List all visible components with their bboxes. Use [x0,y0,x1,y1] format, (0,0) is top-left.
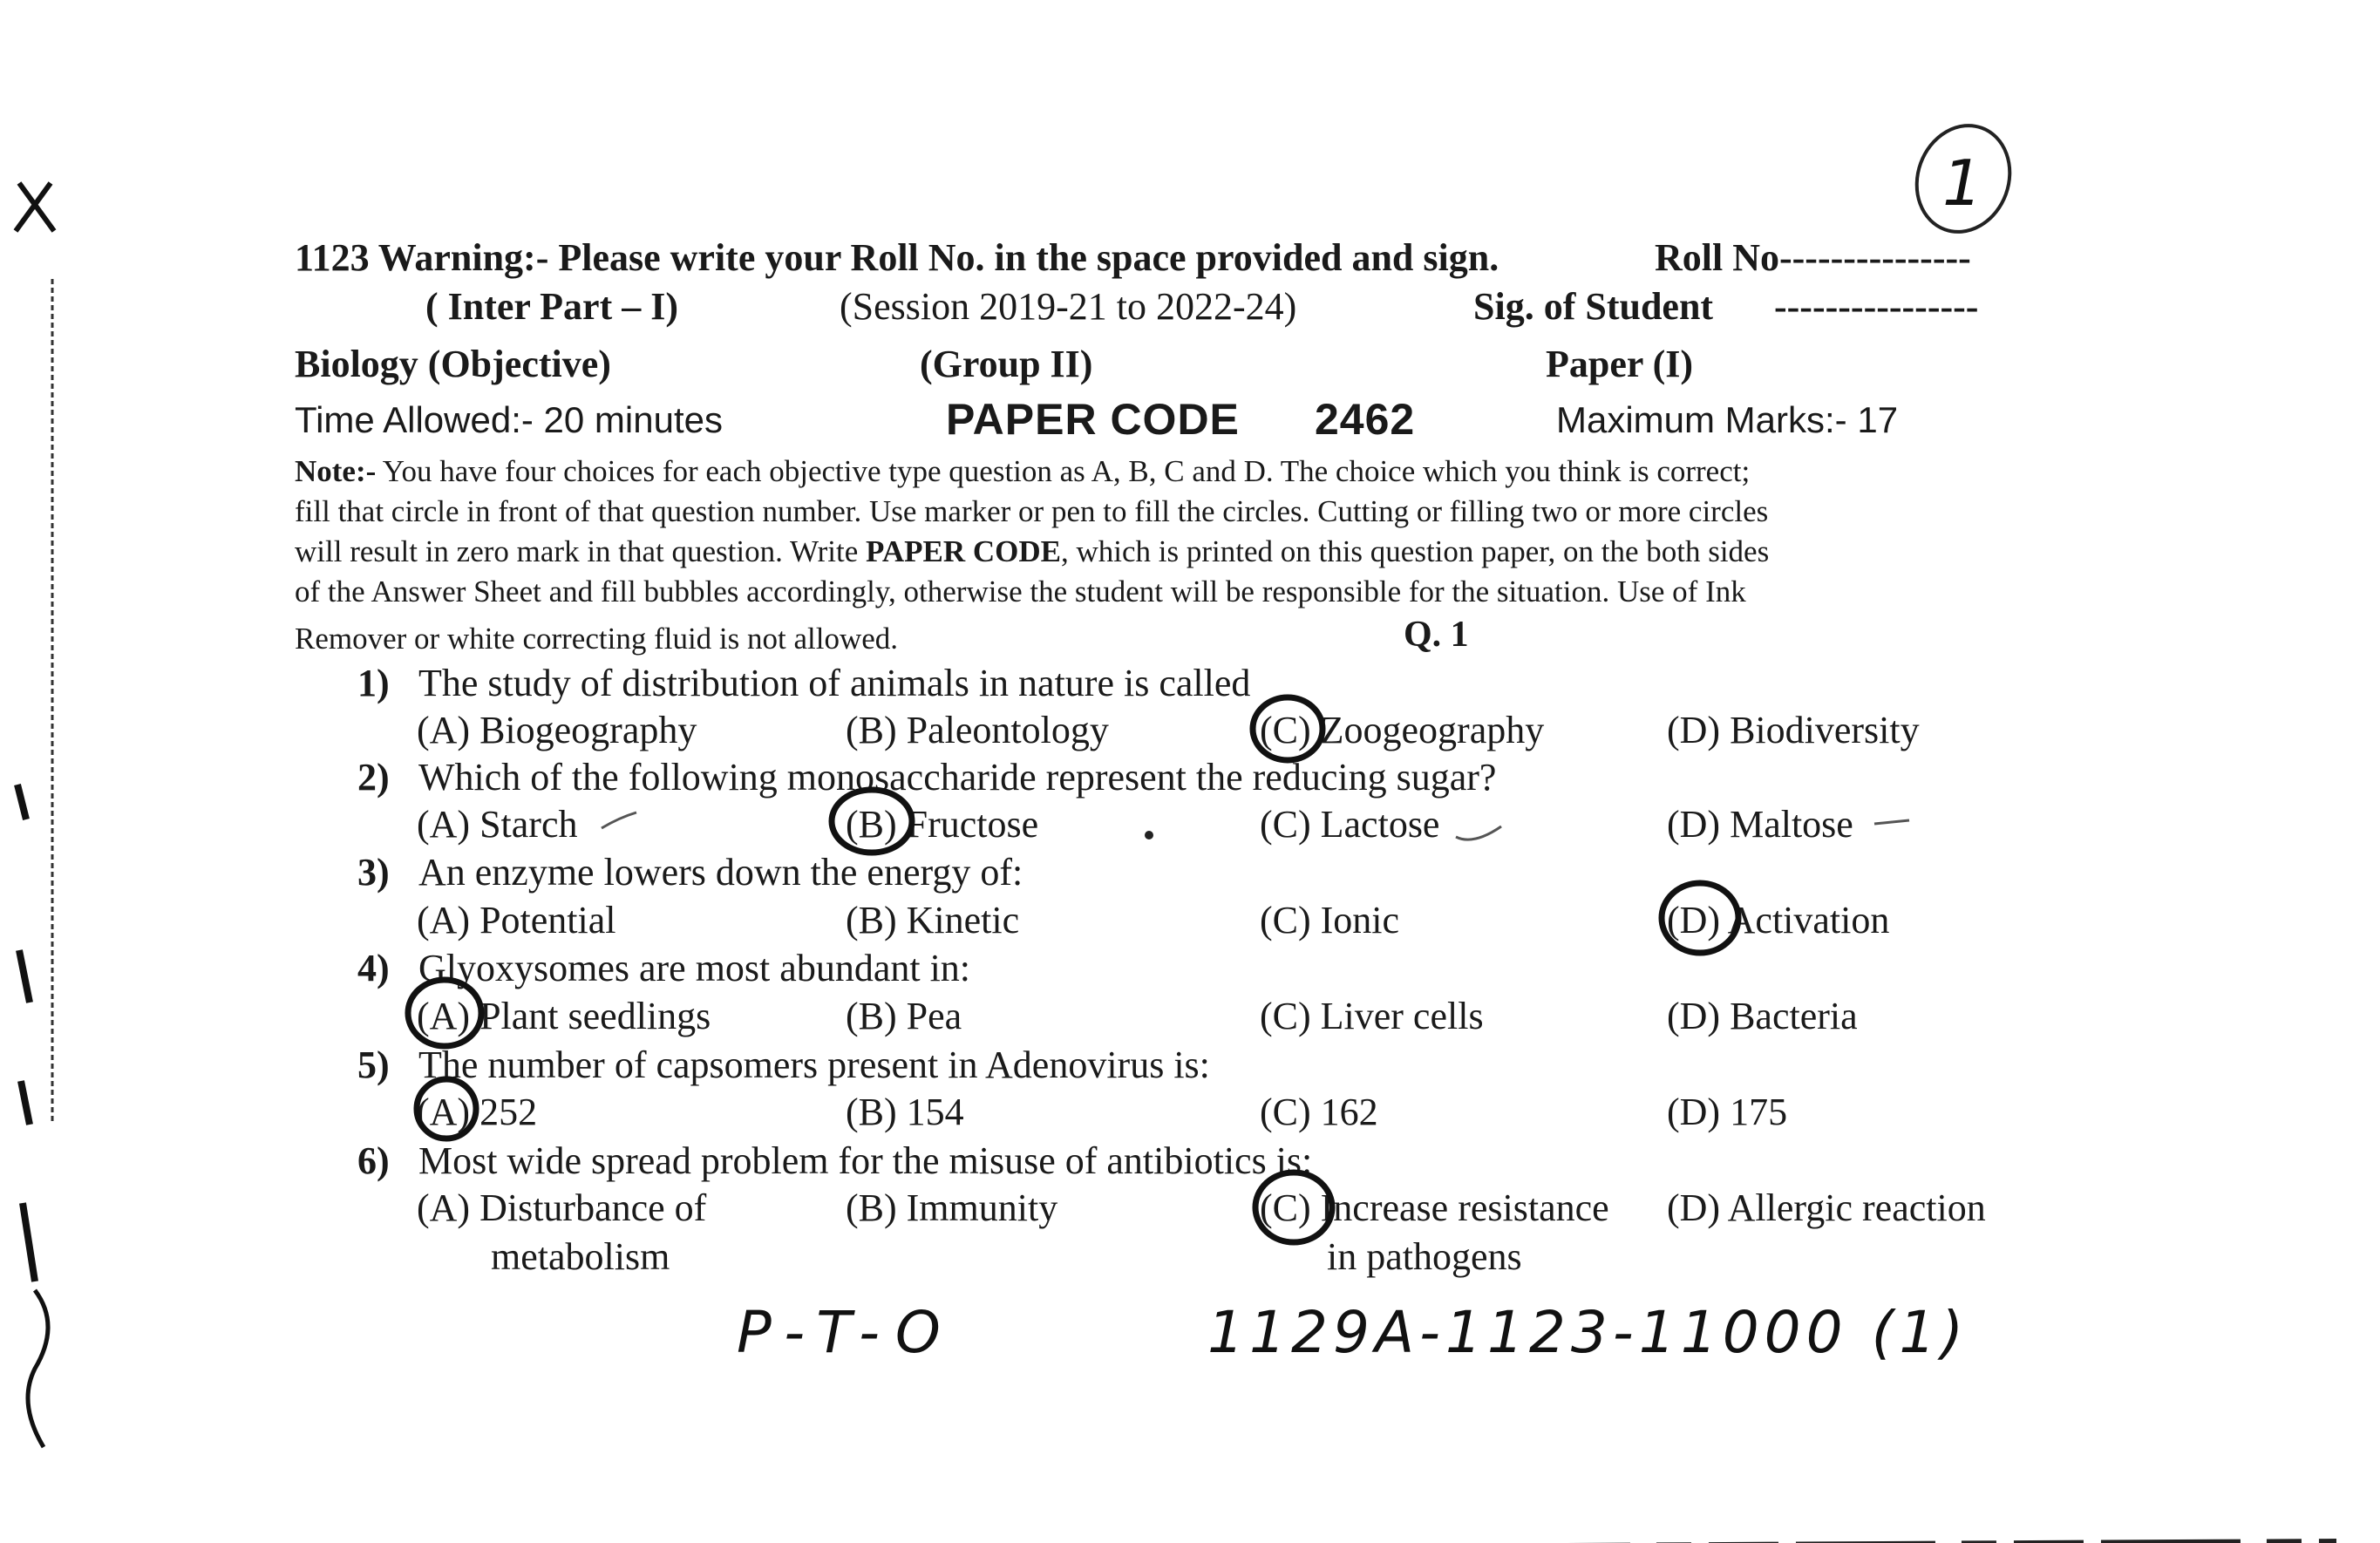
question-number: 1) [357,662,390,704]
option-a[interactable]: (A) Potential [417,899,616,941]
option-a[interactable]: (A) Plant seedlings [417,995,711,1037]
question-text: The number of capsomers present in Adenovirus is: [418,1043,1210,1086]
option-a-continued: metabolism [491,1235,670,1278]
q-heading: Q. 1 [1404,615,1469,655]
note-line-2: fill that circle in front of that question number. Use marker or pen to fill the circles. Cutting or filling two or more circles [295,494,1769,528]
option-d[interactable]: (D) Activation [1667,899,1890,941]
margin-handwriting [28,1290,48,1447]
paper-code-value: 2462 [1315,395,1416,444]
tick-mark [1874,820,1909,824]
option-b[interactable]: (B) Kinetic [846,899,1020,941]
option-c[interactable]: (C) Lactose [1260,803,1440,846]
note-line-4: of the Answer Sheet and fill bubbles accordingly, otherwise the student will be responsible for the situation. Use of Ink [295,574,1746,608]
note-line-5: Remover or white correcting fluid is not allowed. [295,622,899,656]
paper-label: Paper (I) [1546,343,1694,385]
page-number-circle [1902,112,2024,245]
question-text: Which of the following monosaccharide represent the reducing sugar? [418,756,1497,799]
handwritten-page-number: 1 [1942,146,1982,220]
option-a[interactable]: (A) Disturbance of [417,1186,707,1229]
option-b[interactable]: (B) 154 [846,1091,964,1133]
option-a[interactable]: (A) Starch [417,803,578,846]
tick-mark [1456,826,1501,839]
answer-circle-q4 [408,980,481,1046]
note-text: will result in zero mark in that question. Write [295,534,867,568]
time-allowed: Time Allowed:- 20 minutes [295,399,723,440]
handwritten-code: 1129A-1123-11000 (1) [1207,1299,1969,1366]
question-text: An enzyme lowers down the energy of: [418,851,1023,894]
paper-code-label: PAPER CODE [946,395,1240,444]
option-c[interactable]: (C) Zoogeography [1260,709,1545,751]
margin-marks [17,785,35,1281]
option-b[interactable]: (B) Paleontology [846,709,1109,751]
tick-mark [602,812,636,828]
signature-field: ---------------- [1774,285,1979,328]
option-c[interactable]: (C) Increase resistance [1260,1186,1609,1229]
option-d[interactable]: (D) Bacteria [1667,995,1858,1037]
option-b[interactable]: (B) Pea [846,995,962,1037]
question-number: 4) [357,947,390,989]
roll-no-text: Roll No [1655,236,1779,279]
session: (Session 2019-21 to 2022-24) [840,285,1297,328]
answer-circle-q2 [832,790,912,853]
option-a[interactable]: (A) Biogeography [417,709,697,751]
answer-circle-q3 [1662,883,1738,953]
option-d[interactable]: (D) Allergic reaction [1667,1186,1986,1229]
question-number: 6) [357,1139,390,1182]
roll-no-field: --------------- [1779,236,1971,279]
question-text: Glyoxysomes are most abundant in: [418,947,971,989]
maximum-marks: Maximum Marks:- 17 [1556,399,1899,440]
option-c[interactable]: (C) 162 [1260,1091,1378,1133]
option-c[interactable]: (C) Ionic [1260,899,1400,941]
option-d[interactable]: (D) 175 [1667,1091,1788,1133]
question-number: 3) [357,851,390,894]
question-number: 2) [357,756,390,799]
scissor-mark [16,183,54,231]
note-text: You have four choices for each objective type question as A, B, C and D. The choice which you think is correct; [382,454,1751,488]
ink-dot [1145,831,1153,839]
question-number: 5) [357,1043,390,1086]
question-text: The study of distribution of animals in nature is called [418,662,1251,704]
warning-line: 1123 Warning:- Please write your Roll No. in the space provided and sign. [295,236,1499,279]
answer-circle-q1 [1253,697,1323,760]
question-text: Most wide spread problem for the misuse of antibiotics is: [418,1139,1313,1182]
answer-circle-q6 [1255,1173,1332,1242]
option-b[interactable]: (B) Fructose [846,803,1039,846]
option-d[interactable]: (D) Maltose [1667,803,1853,846]
note-text: , which is printed on this question paper, on the both sides [1060,534,1770,568]
note-label: Note:- [295,454,377,488]
option-a[interactable]: (A) 252 [417,1091,538,1133]
option-c[interactable]: (C) Liver cells [1260,995,1484,1037]
option-d[interactable]: (D) Biodiversity [1667,709,1920,751]
option-c-continued: in pathogens [1327,1235,1522,1278]
answer-circle-q5 [417,1079,476,1139]
note-paper-code: PAPER CODE [866,534,1061,568]
handwritten-pto: P-T-O [737,1299,956,1366]
subject-title: Biology (Objective) [295,343,611,385]
signature-label: Sig. of Student [1473,285,1714,328]
option-b[interactable]: (B) Immunity [846,1186,1058,1229]
inter-part: ( Inter Part – I) [425,285,678,328]
group-label: (Group II) [920,343,1093,385]
